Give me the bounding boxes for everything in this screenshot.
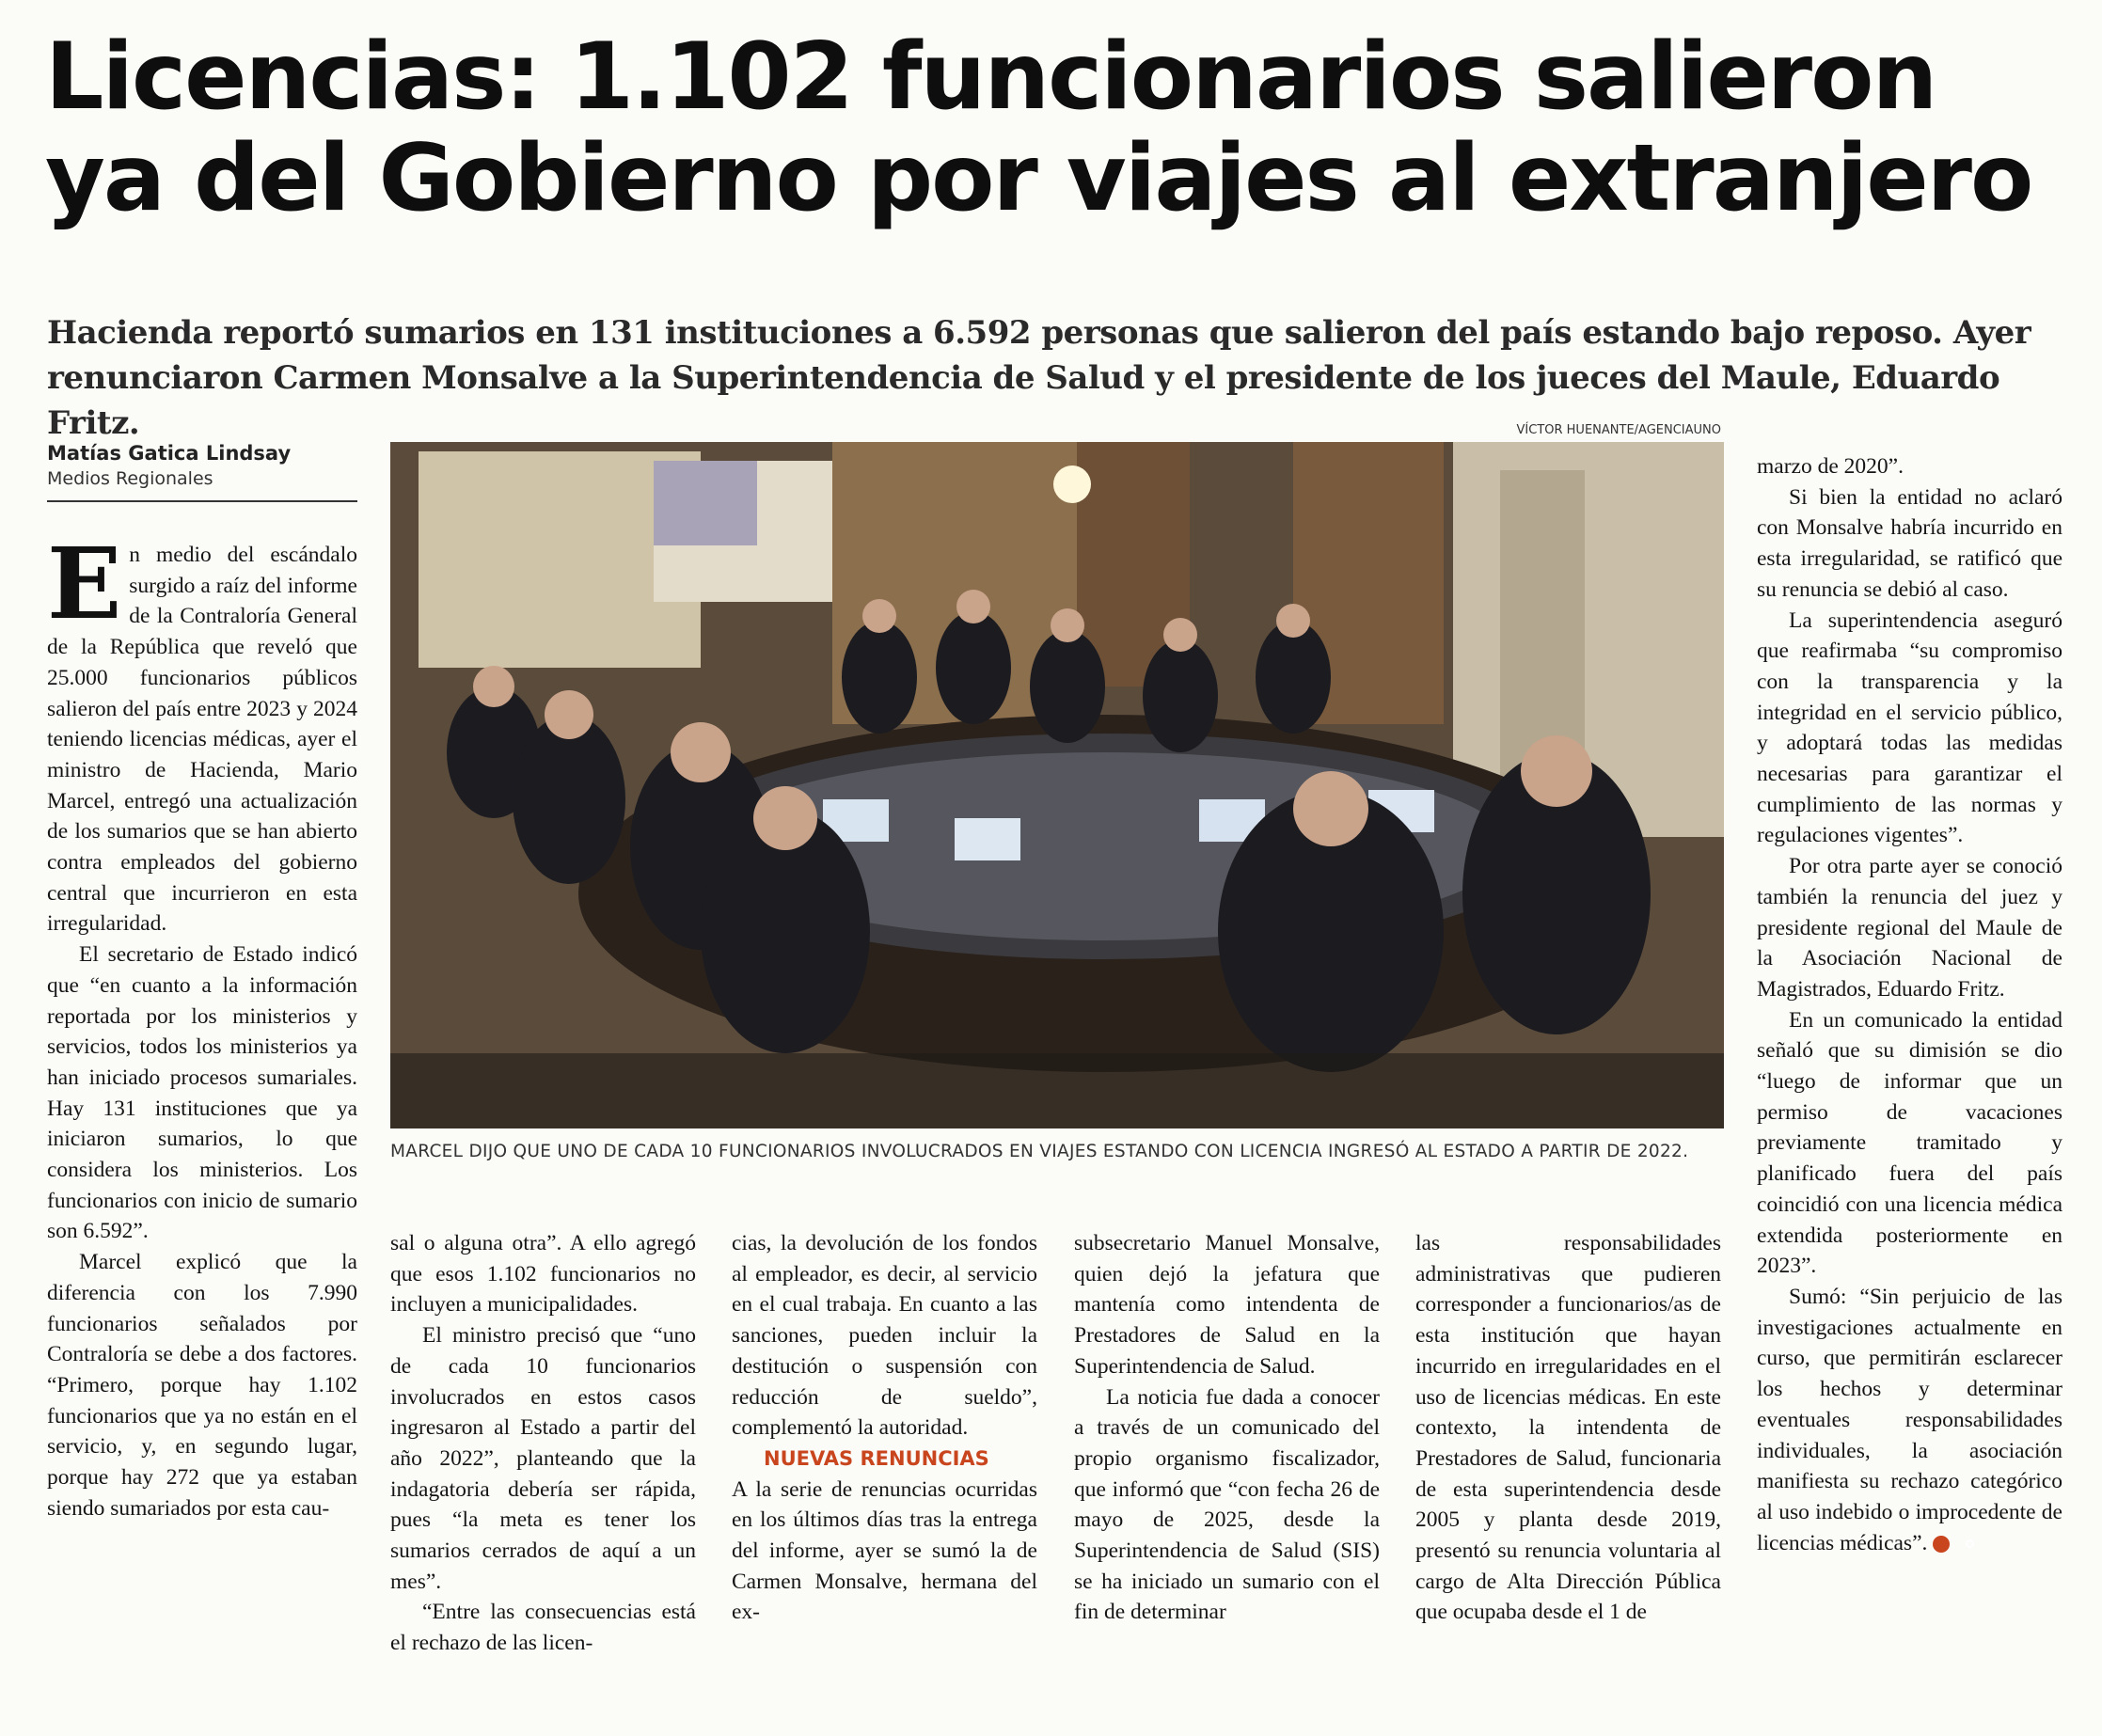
final-paragraph [1757, 1282, 2062, 1558]
column-6 [1757, 451, 2062, 1558]
headline [45, 24, 2067, 232]
lead-text: n medio del escándalo surgido a raíz del informe de la Contraloría General de la República que reveló que 25.000 funcionarios públicos salieron del país entre 2023 y 2024 teniendo licencias médicas, ayer el ministro de Hacienda, Mario Marcel, entregó una actualización de los sumarios que se han abierto contra empleados del gobierno central que incurrieron en esta irregularidad. [47, 543, 357, 937]
photo-caption: MARCEL DIJO QUE UNO DE CADA 10 FUNCIONARIOS INVOLUCRADOS EN VIAJES ESTANDO CON LICENCIA INGRESÓ AL ESTADO A PARTIR DE 2022. [390, 1142, 1689, 1161]
column-4 [1074, 1228, 1380, 1628]
paragraph: La noticia fue dada a conocer a través de un comunicado del propio organismo fiscalizador, que informó que “con fecha 26 de mayo de 2025, desde la Superintendencia de Salud (SIS) se ha iniciado un sumario con el fin de determinar [1074, 1384, 1380, 1625]
paragraph: Marcel explicó que la diferencia con los 7.990 funcionarios señalados por Contraloría se debe a dos factores. “Primero, porque hay 1.102 funcionarios que ya no están en el servicio, y, en segundo lugar, porque hay 272 que ya estaban siendo sumariados por esta cau- [47, 1250, 357, 1521]
dropcap: E [47, 526, 122, 641]
news-photo [390, 442, 1724, 1128]
column-2 [390, 1228, 696, 1659]
paragraph: sal o alguna otra”. A ello agregó que esos 1.102 funcionarios no incluyen a municipalidades. [390, 1231, 696, 1318]
paragraph: El ministro precisó que “uno de cada 10 funcionarios involucrados en estos casos ingresaron al Estado a partir del año 2022”, planteando que la indagatoria debería ser rápida, pues “la meta es tener los sumarios cerrados de aquí a un mes”. [390, 1323, 696, 1594]
paragraph: las responsabilidades administrativas que pudieren corresponder a funcionarios/as de esta institución que hayan incurrido en irregularidades en el uso de licencias médicas. En este contexto, la intendenta de Prestadores de Salud, funcionaria de esta superintendencia desde 2005 y planta desde 2019, presentó su renuncia voluntaria al cargo de Alta Dirección Pública que ocupaba desde el 1 de [1415, 1231, 1721, 1625]
author-name: Matías Gatica Lindsay [47, 442, 292, 465]
photo-credit: VÍCTOR HUENANTE/AGENCIAUNO [1516, 423, 1721, 437]
byline [47, 442, 357, 502]
paragraph: Por otra parte ayer se conoció también la renuncia del juez y presidente regional del Maule de la Asociación Nacional de Magistrados, Eduardo Fritz. [1757, 854, 2062, 1002]
column-5 [1415, 1228, 1721, 1628]
final-text: Sumó: “Sin perjuicio de las investigaciones actualmente en curso, que permitirán esclarecer los hechos y determinar eventuales responsabilidades individuales, la asociación manifiesta su rechazo categórico al uso indebido o improcedente de licencias médicas”. [1757, 1284, 2062, 1555]
subhead: NUEVAS RENUNCIAS [764, 1446, 989, 1470]
headline-line-2: ya del Gobierno por viajes al extranjero [45, 125, 2032, 232]
paragraph: Si bien la entidad no aclaró con Monsalve habría incurrido en esta irregularidad, se ratificó que su renuncia se debió al caso. [1757, 484, 2062, 602]
paragraph: cias, la devolución de los fondos al empleador, es decir, al servicio en el cual trabaja. En cuanto a las sanciones, pueden incluir la destitución o suspensión con reducción de sueldo”, complementó la autoridad. [732, 1231, 1037, 1441]
deck: Hacienda reportó sumarios en 131 instituciones a 6.592 personas que salieron del país estando bajo reposo. Ayer renunciaron Carmen Monsalve a la Superintendencia de Salud y el presidente de los jueces del Maule, Eduardo Fritz. [47, 314, 2031, 442]
lead-paragraph [47, 526, 357, 939]
end-mark-icon: ✪ [1933, 1536, 1950, 1553]
author-outlet: Medios Regionales [47, 468, 213, 489]
photo-illustration [390, 442, 1724, 1128]
headline-line-1: Licencias: 1.102 funcionarios salieron [45, 24, 1936, 131]
paragraph: “Entre las consecuencias está el rechazo de las licen- [390, 1600, 696, 1656]
paragraph: La superintendencia aseguró que reafirmaba “su compromiso con la transparencia y la integridad en el servicio público, y adoptará todas las medidas necesarias para garantizar el cumplimiento de las normas y regulaciones vigentes”. [1757, 608, 2062, 848]
paragraph: A la serie de renuncias ocurridas en los últimos días tras la entrega del informe, ayer se sumó la de Carmen Monsalve, hermana del ex- [732, 1476, 1037, 1625]
paragraph: En un comunicado la entidad señaló que su dimisión se dio “luego de informar que un permiso de vacaciones previamente tramitado y planificado fuera del país coincidió con una licencia médica extendida posteriormente en 2023”. [1757, 1007, 2062, 1279]
column-1 [47, 526, 357, 1524]
column-3 [732, 1228, 1037, 1628]
paragraph: El secretario de Estado indicó que “en cuanto a la información reportada por los ministerios y servicios, todos los ministerios ya han iniciado procesos sumariales. Hay 131 instituciones que ya iniciaron sumarios, lo que considera los ministerios. Los funcionarios con inicio de sumario son 6.592”. [47, 942, 357, 1244]
paragraph: subsecretario Manuel Monsalve, quien dejó la jefatura que mantenía como intendenta de Prestadores de Salud en la Superintendencia de Salud. [1074, 1231, 1380, 1379]
paragraph: marzo de 2020”. [1757, 454, 1904, 479]
